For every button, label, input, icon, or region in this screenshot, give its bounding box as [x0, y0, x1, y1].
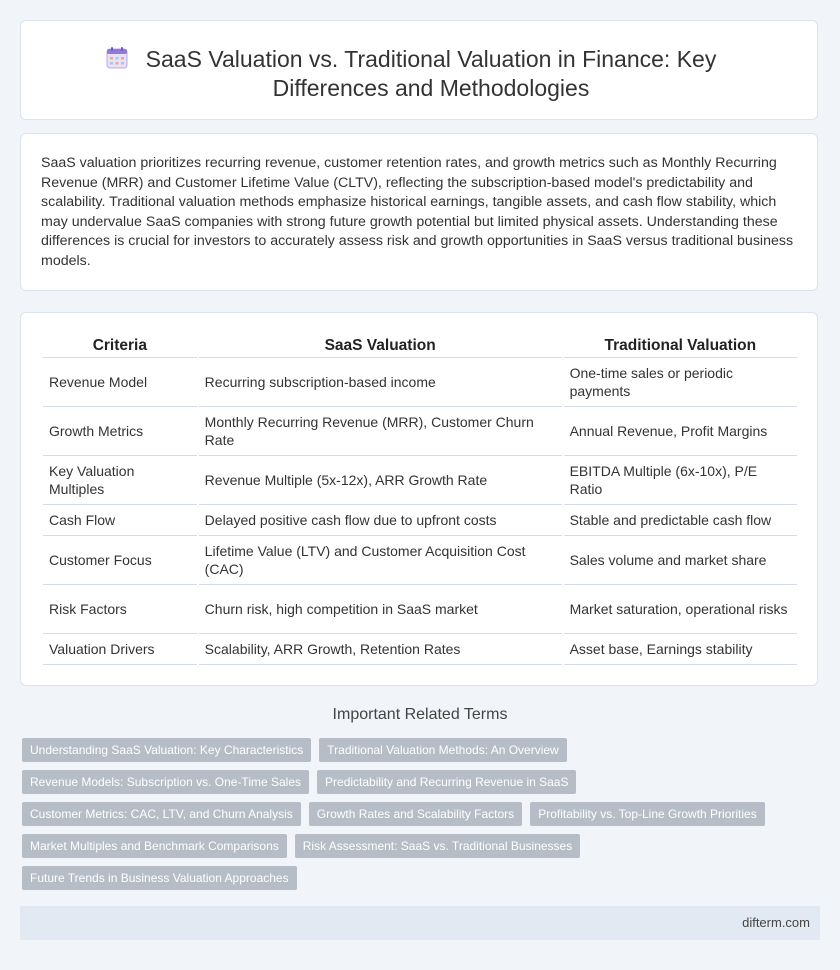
- footer: [20, 906, 820, 940]
- related-term-tag[interactable]: Risk Assessment: SaaS vs. Traditional Businesses: [295, 834, 580, 858]
- column-header-traditional: Traditional Valuation: [564, 335, 797, 358]
- related-term-tag[interactable]: Market Multiples and Benchmark Comparisons: [22, 834, 287, 858]
- table-header-row: [43, 335, 797, 358]
- table-row: [43, 585, 797, 634]
- table-cell: Recurring subscription-based income: [199, 358, 562, 407]
- footer-site-link[interactable]: difterm.com: [742, 915, 810, 930]
- column-header-saas: SaaS Valuation: [199, 335, 562, 358]
- table-row: [43, 358, 797, 407]
- table-cell: Market saturation, operational risks: [564, 585, 797, 634]
- related-term-tag[interactable]: Traditional Valuation Methods: An Overview: [319, 738, 566, 762]
- comparison-table-card: [20, 312, 818, 686]
- table-row: [43, 407, 797, 456]
- table-cell: Lifetime Value (LTV) and Customer Acquisition Cost (CAC): [199, 536, 562, 585]
- comparison-table: [41, 335, 799, 665]
- table-cell: Valuation Drivers: [43, 634, 197, 665]
- table-cell: Annual Revenue, Profit Margins: [564, 407, 797, 456]
- related-term-tag[interactable]: Growth Rates and Scalability Factors: [309, 802, 522, 826]
- table-cell: Customer Focus: [43, 536, 197, 585]
- table-cell: Key Valuation Multiples: [43, 456, 197, 505]
- table-cell: Revenue Multiple (5x-12x), ARR Growth Rate: [199, 456, 562, 505]
- table-cell: Stable and predictable cash flow: [564, 505, 797, 536]
- table-row: [43, 536, 797, 585]
- table-cell: Delayed positive cash flow due to upfront costs: [199, 505, 562, 536]
- related-term-tag[interactable]: Revenue Models: Subscription vs. One-Time Sales: [22, 770, 309, 794]
- table-cell: Risk Factors: [43, 585, 197, 634]
- table-cell: Cash Flow: [43, 505, 197, 536]
- table-cell: Scalability, ARR Growth, Retention Rates: [199, 634, 562, 665]
- table-cell: Sales volume and market share: [564, 536, 797, 585]
- title-card: [20, 20, 818, 120]
- column-header-criteria: Criteria: [43, 335, 197, 358]
- table-cell: EBITDA Multiple (6x-10x), P/E Ratio: [564, 456, 797, 505]
- page-title: SaaS Valuation vs. Traditional Valuation in Finance: Key Differences and Methodologies: [145, 46, 717, 101]
- table-cell: Growth Metrics: [43, 407, 197, 456]
- related-terms-heading: Important Related Terms: [332, 706, 508, 723]
- related-term-tag[interactable]: Understanding SaaS Valuation: Key Characteristics: [22, 738, 311, 762]
- table-row: [43, 456, 797, 505]
- table-cell: One-time sales or periodic payments: [564, 358, 797, 407]
- related-term-tag[interactable]: Future Trends in Business Valuation Approaches: [22, 866, 297, 890]
- table-cell: Churn risk, high competition in SaaS market: [199, 585, 562, 634]
- table-cell: Revenue Model: [43, 358, 197, 407]
- table-row: [43, 505, 797, 536]
- table-cell: Monthly Recurring Revenue (MRR), Customer Churn Rate: [199, 407, 562, 456]
- related-terms-list: [22, 738, 802, 898]
- table-cell: Asset base, Earnings stability: [564, 634, 797, 665]
- intro-card: [20, 133, 818, 291]
- related-term-tag[interactable]: Predictability and Recurring Revenue in SaaS: [317, 770, 576, 794]
- intro-paragraph: SaaS valuation prioritizes recurring revenue, customer retention rates, and growth metrics such as Monthly Recurring Revenue (MRR) and Customer Lifetime Value (CLTV), reflecting the subscription-based model's predictability and scalability. Traditional valuation methods emphasize historical earnings, tangible assets, and cash flow stability, which may undervalue SaaS companies with strong future growth potential but limited physical assets. Understanding these differences is crucial for investors to accurately assess risk and growth opportunities in SaaS versus traditional business models.: [41, 155, 794, 269]
- table-row: [43, 634, 797, 665]
- related-term-tag[interactable]: Customer Metrics: CAC, LTV, and Churn Analysis: [22, 802, 301, 826]
- related-term-tag[interactable]: Profitability vs. Top-Line Growth Priorities: [530, 802, 765, 826]
